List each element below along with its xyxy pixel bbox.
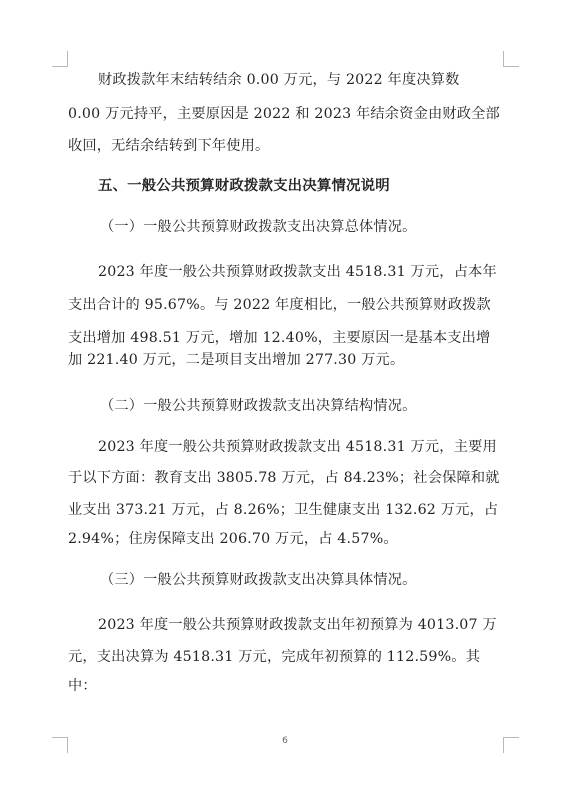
paragraph-line: 2023 年度一般公共预算财政拨款支出 4518.31 万元，主要用 <box>98 439 497 455</box>
paragraph-line: 加 221.40 万元，二是项目支出增加 277.30 万元。 <box>68 352 405 368</box>
page-number: 6 <box>282 736 288 746</box>
paragraph-line: 2023 年度一般公共预算财政拨款支出 4518.31 万元，占本年 <box>98 264 497 280</box>
crop-mark-top-right <box>503 51 504 67</box>
subsection-title: （二）一般公共预算财政拨款支出决算结构情况。 <box>100 398 417 414</box>
subsection-title: （一）一般公共预算财政拨款支出决算总体情况。 <box>100 219 417 235</box>
paragraph-line: 元，支出决算为 4518.31 万元，完成年初预算的 112.59%。其 <box>68 649 481 665</box>
paragraph-line: 中： <box>68 678 97 694</box>
paragraph-line: 收回，无结余结转到下年使用。 <box>68 138 270 154</box>
paragraph-line: 于以下方面：教育支出 3805.78 万元，占 84.23%；社会保障和就 <box>68 470 500 486</box>
crop-mark-top-left <box>67 51 68 67</box>
crop-mark-top-right <box>503 66 519 67</box>
subsection-title: （三）一般公共预算财政拨款支出决算具体情况。 <box>100 572 417 588</box>
paragraph-line: 支出合计的 95.67%。与 2022 年度相比，一般公共预算财政拨款 <box>68 297 491 313</box>
crop-mark-top-left <box>52 66 68 67</box>
paragraph-line: 0.00 万元持平，主要原因是 2022 和 2023 年结余资金由财政全部 <box>68 106 500 122</box>
paragraph-line: 2.94%；住房保障支出 206.70 万元，占 4.57%。 <box>68 531 398 547</box>
paragraph-line: 2023 年度一般公共预算财政拨款支出年初预算为 4013.07 万 <box>98 617 497 633</box>
section-heading: 五、一般公共预算财政拨款支出决算情况说明 <box>98 178 390 194</box>
paragraph-line: 支出增加 498.51 万元，增加 12.40%，主要原因一是基本支出增 <box>68 330 491 346</box>
paragraph-line: 财政拨款年末结转结余 0.00 万元，与 2022 年度决算数 <box>98 72 460 88</box>
paragraph-line: 业支出 373.21 万元，占 8.26%；卫生健康支出 132.62 万元，占 <box>68 502 499 518</box>
